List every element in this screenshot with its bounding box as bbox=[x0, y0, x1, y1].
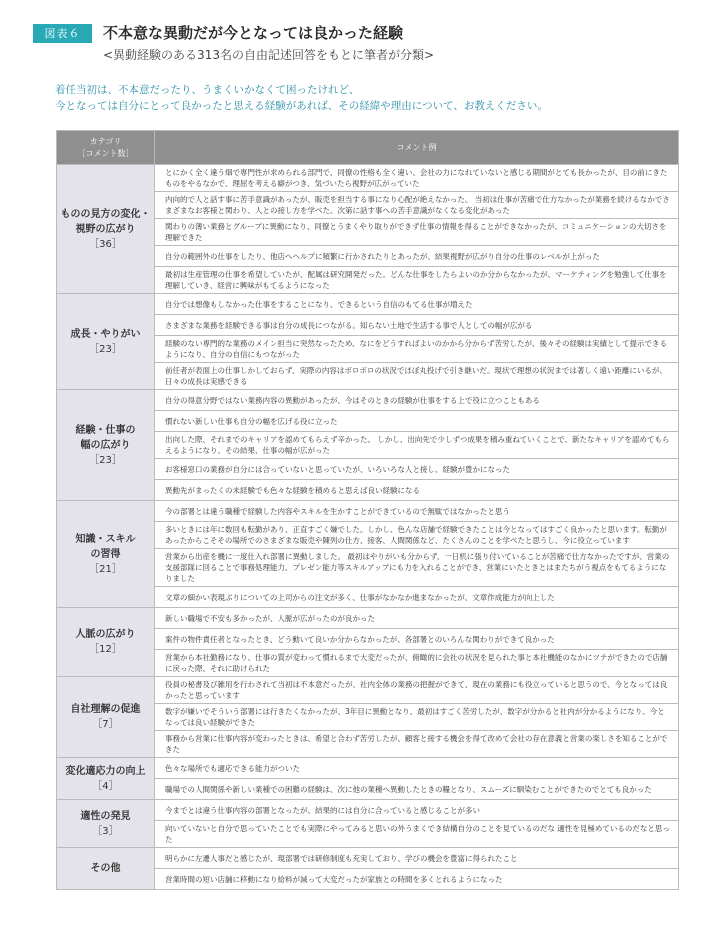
comment-cell: 職場での人間関係や新しい業種での困難の経験は、次に他の業種へ異動したときの糧となり、スムーズに馴染むことができたのでとても良かった bbox=[155, 779, 679, 800]
comment-cell: さまざまな業務を経験できる事は自分の成長につながる。知らない土地で生活する事で人としての幅が広がる bbox=[155, 315, 679, 336]
comment-column-header: コメント例 bbox=[155, 131, 679, 165]
figure-badge: 図表６ bbox=[33, 24, 92, 43]
comment-cell: 事務から営業に仕事内容が変わったときは、希望と合わず苦労したが、顧客と接する機会を得て改めて会社の存在意義と営業の楽しさを知ることができた bbox=[155, 731, 679, 758]
category-name: 適性の発見 bbox=[80, 810, 131, 822]
table-row bbox=[57, 848, 679, 869]
category-cell bbox=[57, 800, 155, 848]
category-header-line-1: カテゴリ bbox=[89, 136, 122, 146]
comment-cell: 新しい職場で不安も多かったが、人脈が広がったのが良かった bbox=[155, 608, 679, 629]
comment-cell: 営業時間の短い店舗に移動になり給料が減って大変だったが家族との時間を多くとれるようになった bbox=[155, 869, 679, 890]
table-header-row bbox=[57, 131, 679, 165]
survey-question bbox=[55, 82, 685, 114]
category-count: ［36］ bbox=[89, 238, 122, 250]
comment-cell: 今までとは違う仕事内容の部署となったが、結果的には自分に合っていると感じることが多い bbox=[155, 800, 679, 821]
category-cell bbox=[57, 677, 155, 758]
category-name: その他 bbox=[90, 863, 121, 874]
table-row bbox=[57, 390, 679, 411]
category-count: ［23］ bbox=[89, 454, 122, 466]
comment-cell: 多いときには年に数回も転勤があり、正直すごく嫌でした。しかし、色んな店舗で経験できたことは今となってはすごく良かったと思います。転勤があったからこそその場所でのさまざまな販売や陳列の仕方、接客、人間関係など、たくさんのことを学べたと思うし、今に役立っています bbox=[155, 522, 679, 549]
category-name: 人脈の広がり bbox=[75, 629, 136, 640]
category-name: 変化適応力の向上 bbox=[65, 765, 146, 777]
category-name: 自社理解の促進 bbox=[70, 704, 141, 715]
comment-cell: 向いていないと自分で思っていたことでも実際にやってみると思いの外うまくでき結構自分のことを見ているのだな 適性を見極めているのだなと思った bbox=[155, 821, 679, 848]
category-count: ［3］ bbox=[92, 825, 119, 837]
question-line-1: 着任当初は、不本意だったり、うまくいかなくて困ったけれど、 bbox=[55, 84, 360, 96]
comment-cell: 自分の範囲外の仕事をしたり、他店へヘルプに頻繁に行かされたりとあったが、結果視野が広がり自分の仕事のレベルが上がった bbox=[155, 246, 679, 267]
category-cell bbox=[57, 501, 155, 608]
comment-cell: 今の部署とは違う職種で経験した内容やスキルを生かすことができているので無駄ではなかったと思う bbox=[155, 501, 679, 522]
table-row bbox=[57, 608, 679, 629]
category-count: ［12］ bbox=[89, 644, 122, 655]
category-count: ［4］ bbox=[92, 780, 119, 792]
table-body bbox=[57, 165, 679, 890]
comment-cell: 営業から出産を機に一度仕入れ部署に異動しました。 最初はやりがいも分からず、一日机に張り付いていることが苦痛で仕方なかったですが、営業の支援部隊に回ることで事務処理能力、プレゼン能力等スキルアップにも力を入れることができ、営業にいたときとはまたちがう視点をもてるようになりました bbox=[155, 549, 679, 587]
table-row bbox=[57, 758, 679, 779]
category-column-header bbox=[57, 131, 155, 165]
category-name: 成長・やりがい bbox=[70, 328, 141, 340]
comment-cell: 出向した際、それまでのキャリアを認めてもらえず辛かった。 しかし、出向先で少しずつ成果を積み重ねていくことで、新たなキャリアを認めてもらえるようになり、その結果、仕事の幅が広がった bbox=[155, 432, 679, 459]
figure-subtitle: <異動経験のある313名の自由記述回答をもとに筆者が分類> bbox=[103, 48, 435, 62]
comment-cell: 異動先がまったくの未経験でも色々な経験を積めると思えば良い経験になる bbox=[155, 480, 679, 501]
comment-cell: 自分の得意分野ではない業務内容の異動があったが、今はそのときの経験が仕事をする上で役に立つこともある bbox=[155, 390, 679, 411]
comment-cell: 最初は生産管理の仕事を希望していたが、配属は研究開発だった。どんな仕事をしたらよいのか分からなかったが、マーケティングを勉強して仕事を理解していき、経営に興味がもてるようになった bbox=[155, 267, 679, 294]
comment-table bbox=[56, 130, 679, 890]
table-row bbox=[57, 294, 679, 315]
comment-cell: 数字が嫌いでそういう部署には行きたくなかったが、3年目に異動となり、最初はすごく苦労したが、数字が分かると社内が分かるようになり、今となっては良い経験ができた bbox=[155, 704, 679, 731]
comment-cell: 関わりの薄い業務とグループに異動になり、同僚とうまくやり取りができず仕事の情報を得ることができなかったが、コミュニケーションの大切さを理解できた bbox=[155, 219, 679, 246]
comment-cell: 経験のない専門的な業務のメイン担当に突然なったため、なにをどうすればよいのかから分からず苦労したが、後々その経験は実績として提示できるようになり、自分の自信にもつながった bbox=[155, 336, 679, 363]
figure-title: 不本意な異動だが今となっては良かった経験 bbox=[103, 24, 404, 42]
comment-cell: 色々な場所でも適応できる能力がついた bbox=[155, 758, 679, 779]
table-row bbox=[57, 677, 679, 704]
category-name: 幅の広がり bbox=[80, 439, 131, 451]
comment-cell: 明らかに左遷人事だと感じたが、現部署では研修制度も充実しており、学びの機会を豊富に得られたこと bbox=[155, 848, 679, 869]
category-name: の習得 bbox=[90, 548, 121, 560]
comment-cell: 前任者が表面上の仕事しかしておらず、実際の内容はボロボロの状況でほぼ丸投げで引き継いだ。現状で理想の状況までは著しく遠い距離にいるが、日々の成長は実感できる bbox=[155, 363, 679, 390]
comment-cell: 内向的で人と話す事に苦手意識があったが、販売を担当する事になり心配が絶えなかった。 当初は仕事が苦痛で仕方なかったが業務を続けるなかでさまざまなお客様と関わり、人との接し方を学べた。次第に話す事への苦手意識がなくなる変化があった bbox=[155, 192, 679, 219]
category-cell bbox=[57, 848, 155, 890]
comment-cell: 文章の細かい表現ぶりについての上司からの注文が多く、仕事がなかなか進まなかったが、文章作成能力が向上した bbox=[155, 587, 679, 608]
question-line-2: 今となっては自分にとって良かったと思える経験があれば、その経緯や理由について、お教えください。 bbox=[55, 100, 548, 112]
comment-cell: 慣れない新しい仕事も自分の幅を広げる役に立った bbox=[155, 411, 679, 432]
category-name: 経験・仕事の bbox=[75, 424, 136, 436]
comment-cell: 自分では想像もしなかった仕事をすることになり、できるという自信のもてる仕事が増えた bbox=[155, 294, 679, 315]
comment-cell: 営業から本社勤務になり、仕事の質が変わって慣れるまで大変だったが、俯瞰的に会社の状況を見られた事と本社機能のなかにツテができたので店舗に戻った際、それに助けられた bbox=[155, 650, 679, 677]
category-name: 知識・スキル bbox=[75, 533, 136, 545]
category-count: ［23］ bbox=[89, 343, 122, 355]
comment-cell: 案件の物件責任者となったとき、どう動いて良いか分からなかったが、各部署とのいろんな関わりができて良かった bbox=[155, 629, 679, 650]
comment-cell: お客様窓口の業務が自分には合っていないと思っていたが、いろいろな人と接し、経験が豊かになった bbox=[155, 459, 679, 480]
category-cell bbox=[57, 165, 155, 294]
category-count: ［7］ bbox=[92, 719, 119, 730]
category-name: ものの見方の変化・ bbox=[60, 208, 151, 220]
category-cell bbox=[57, 390, 155, 501]
category-header-line-2: ［コメント数］ bbox=[77, 148, 134, 158]
category-name: 視野の広がり bbox=[75, 223, 136, 235]
category-cell bbox=[57, 294, 155, 390]
table-row bbox=[57, 800, 679, 821]
category-cell bbox=[57, 608, 155, 677]
category-count: ［21］ bbox=[89, 563, 122, 575]
category-cell bbox=[57, 758, 155, 800]
table-row bbox=[57, 165, 679, 192]
table-row bbox=[57, 501, 679, 522]
comment-cell: 役員の秘書及び雑用を行わされて当初は不本意だったが、社内全体の業務の把握ができて、現在の業務にも役立っていると思うので、今となっては良かったと思っています bbox=[155, 677, 679, 704]
comment-cell: とにかく全く違う畑で専門性が求められる部門で、同僚の性格も全く違い、会社の力になれていないと感じる期間がとても長かったが、目の前にきたものをやるなかで、理屈を考える癖がつき、気づいたら視野が広がっていた bbox=[155, 165, 679, 192]
